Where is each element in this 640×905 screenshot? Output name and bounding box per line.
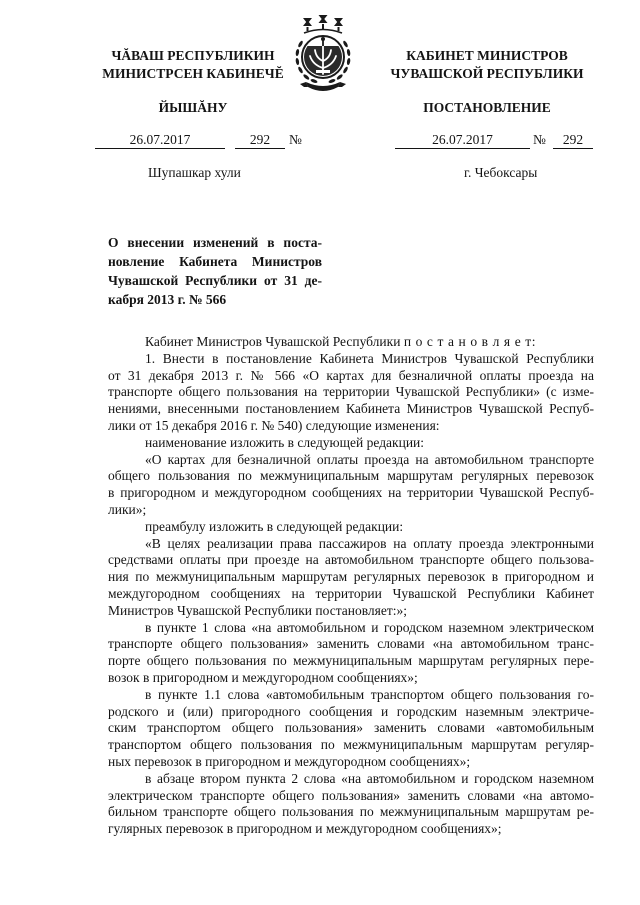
paragraph-line: порте общего пользования по межмуниципальным маршрутам регулярных пере- [108, 653, 594, 669]
paragraph-line: в пункте 1.1 слова «автомобильным транспортом общего пользования го- [145, 686, 594, 702]
paragraph-line: ским транспортом общего пользования» заменить словами «автомобильным [108, 720, 594, 736]
paragraph-line: родского и (или) пригородного сообщения и городским наземным электриче- [108, 703, 594, 719]
left-number-sign: № [289, 132, 302, 147]
document-title-line: О внесении изменений в поста- [108, 235, 322, 250]
paragraph-line: Министров Чувашской Республики постановляет:»; [108, 602, 408, 618]
paragraph-line: «В целях реализации права пассажиров на оплату проезда электронными [145, 535, 594, 551]
paragraph-line: нениями, внесенными постановлением Кабинета Министров Чувашской Респуб- [108, 401, 594, 417]
paragraph-line: междугородном сообщениях на территории Чувашской Республики Кабинет [108, 585, 594, 601]
paragraph-line: от 31 декабря 2013 г. № 566 «О картах для безналичной оплаты проезда на [108, 367, 594, 383]
paragraph-line: ных перевозок в пригородном и междугородном сообщениях»; [108, 753, 471, 769]
paragraph-item-1-change [108, 620, 594, 687]
paragraph-line: преамбулу изложить в следующей редакции: [145, 518, 404, 534]
paragraph-new-preamble [108, 536, 594, 620]
paragraph-line: лики»; [108, 501, 147, 517]
paragraph-item-2-change [108, 771, 594, 838]
paragraph-preamble-change [108, 519, 594, 536]
decree-verb: п о с т а н о в л я е т: [403, 334, 537, 349]
paragraph-line: транспорте общего пользования на территории Чувашской Республики» (с изме- [108, 384, 594, 400]
paragraph-line: средствами оплаты при проезде на автомобильном транспорте общего пользова- [108, 552, 594, 568]
paragraph-line: возок в пригородном и междугородном сообщениях»; [108, 669, 418, 685]
paragraph-new-name [108, 452, 594, 519]
paragraph-line: бильном транспорте общего пользования по межмуниципальным маршрутам ре- [108, 804, 594, 820]
paragraph-name-change [108, 435, 594, 452]
coat-of-arms-icon [291, 12, 355, 98]
place-russian: г. Чебоксары [464, 165, 538, 180]
paragraph-line: ния по межмуниципальным маршрутам регулярных перевозок в пригородном и [108, 569, 594, 585]
paragraph-line: в абзаце втором пункта 2 слова «на автомобильном и городском наземном [145, 770, 594, 786]
paragraph-line: наименование изложить в следующей редакции: [145, 434, 425, 450]
paragraph-line: в пригородном и междугородном сообщениях на территории Чувашской Респуб- [108, 485, 594, 501]
paragraph-line: транспорте общего пользования» заменить словами «на автомобильном транс- [108, 636, 594, 652]
place-chuvash: Шупашкар хули [148, 165, 241, 180]
chuvash-authority-line-2: МИНИСТРСЕН КАБИНЕЧĔ [102, 66, 284, 81]
intro-text: Кабинет Министров Чувашской Республики [145, 334, 401, 349]
chuvash-document-type: ЙЫШĂНУ [158, 100, 228, 115]
intro-line [108, 334, 594, 351]
paragraph-line: лики от 15 декабря 2016 г. № 540) следующие изменения: [108, 417, 440, 433]
russian-document-type: ПОСТАНОВЛЕНИЕ [423, 100, 551, 115]
paragraph-clause-1 [108, 351, 594, 435]
paragraph-line: гулярных перевозок в пригородном и междугородном сообщениях»; [108, 821, 502, 837]
russian-authority-line-2: ЧУВАШСКОЙ РЕСПУБЛИКИ [390, 66, 584, 81]
paragraph-line: в пункте 1 слова «на автомобильном и городском наземном электрическом [145, 619, 594, 635]
paragraph-item-1-1-change [108, 687, 594, 771]
paragraph-line: электрическом транспорте общего пользования» заменить словами «на автомо- [108, 787, 594, 803]
right-registration-number: 292 [553, 132, 593, 149]
paragraph-line: транспортом общего пользования по межмуниципальным маршрутам регуляр- [108, 737, 594, 753]
left-registration-number: 292 [235, 132, 285, 149]
document-title-line: Чувашской Республики от 31 де- [108, 273, 322, 288]
document-title-line: новление Кабинета Министров [108, 254, 322, 269]
chuvash-authority-line-1: ЧĂВАШ РЕСПУБЛИКИН [111, 48, 275, 63]
document-title-line: кабря 2013 г. № 566 [108, 292, 227, 307]
right-number-sign: № [533, 132, 546, 147]
document-title [108, 233, 322, 309]
paragraph-line: 1. Внести в постановление Кабинета Министров Чувашской Республики [145, 350, 594, 366]
paragraph-line: общего пользования по межмуниципальным маршрутам регулярных перевозок [108, 468, 594, 484]
paragraph-line: «О картах для безналичной оплаты проезда на автомобильном транспорте [145, 451, 594, 467]
right-registration-date: 26.07.2017 [395, 132, 530, 149]
document-body [108, 334, 594, 838]
left-registration-date: 26.07.2017 [95, 132, 225, 149]
russian-authority-line-1: КАБИНЕТ МИНИСТРОВ [406, 48, 568, 63]
